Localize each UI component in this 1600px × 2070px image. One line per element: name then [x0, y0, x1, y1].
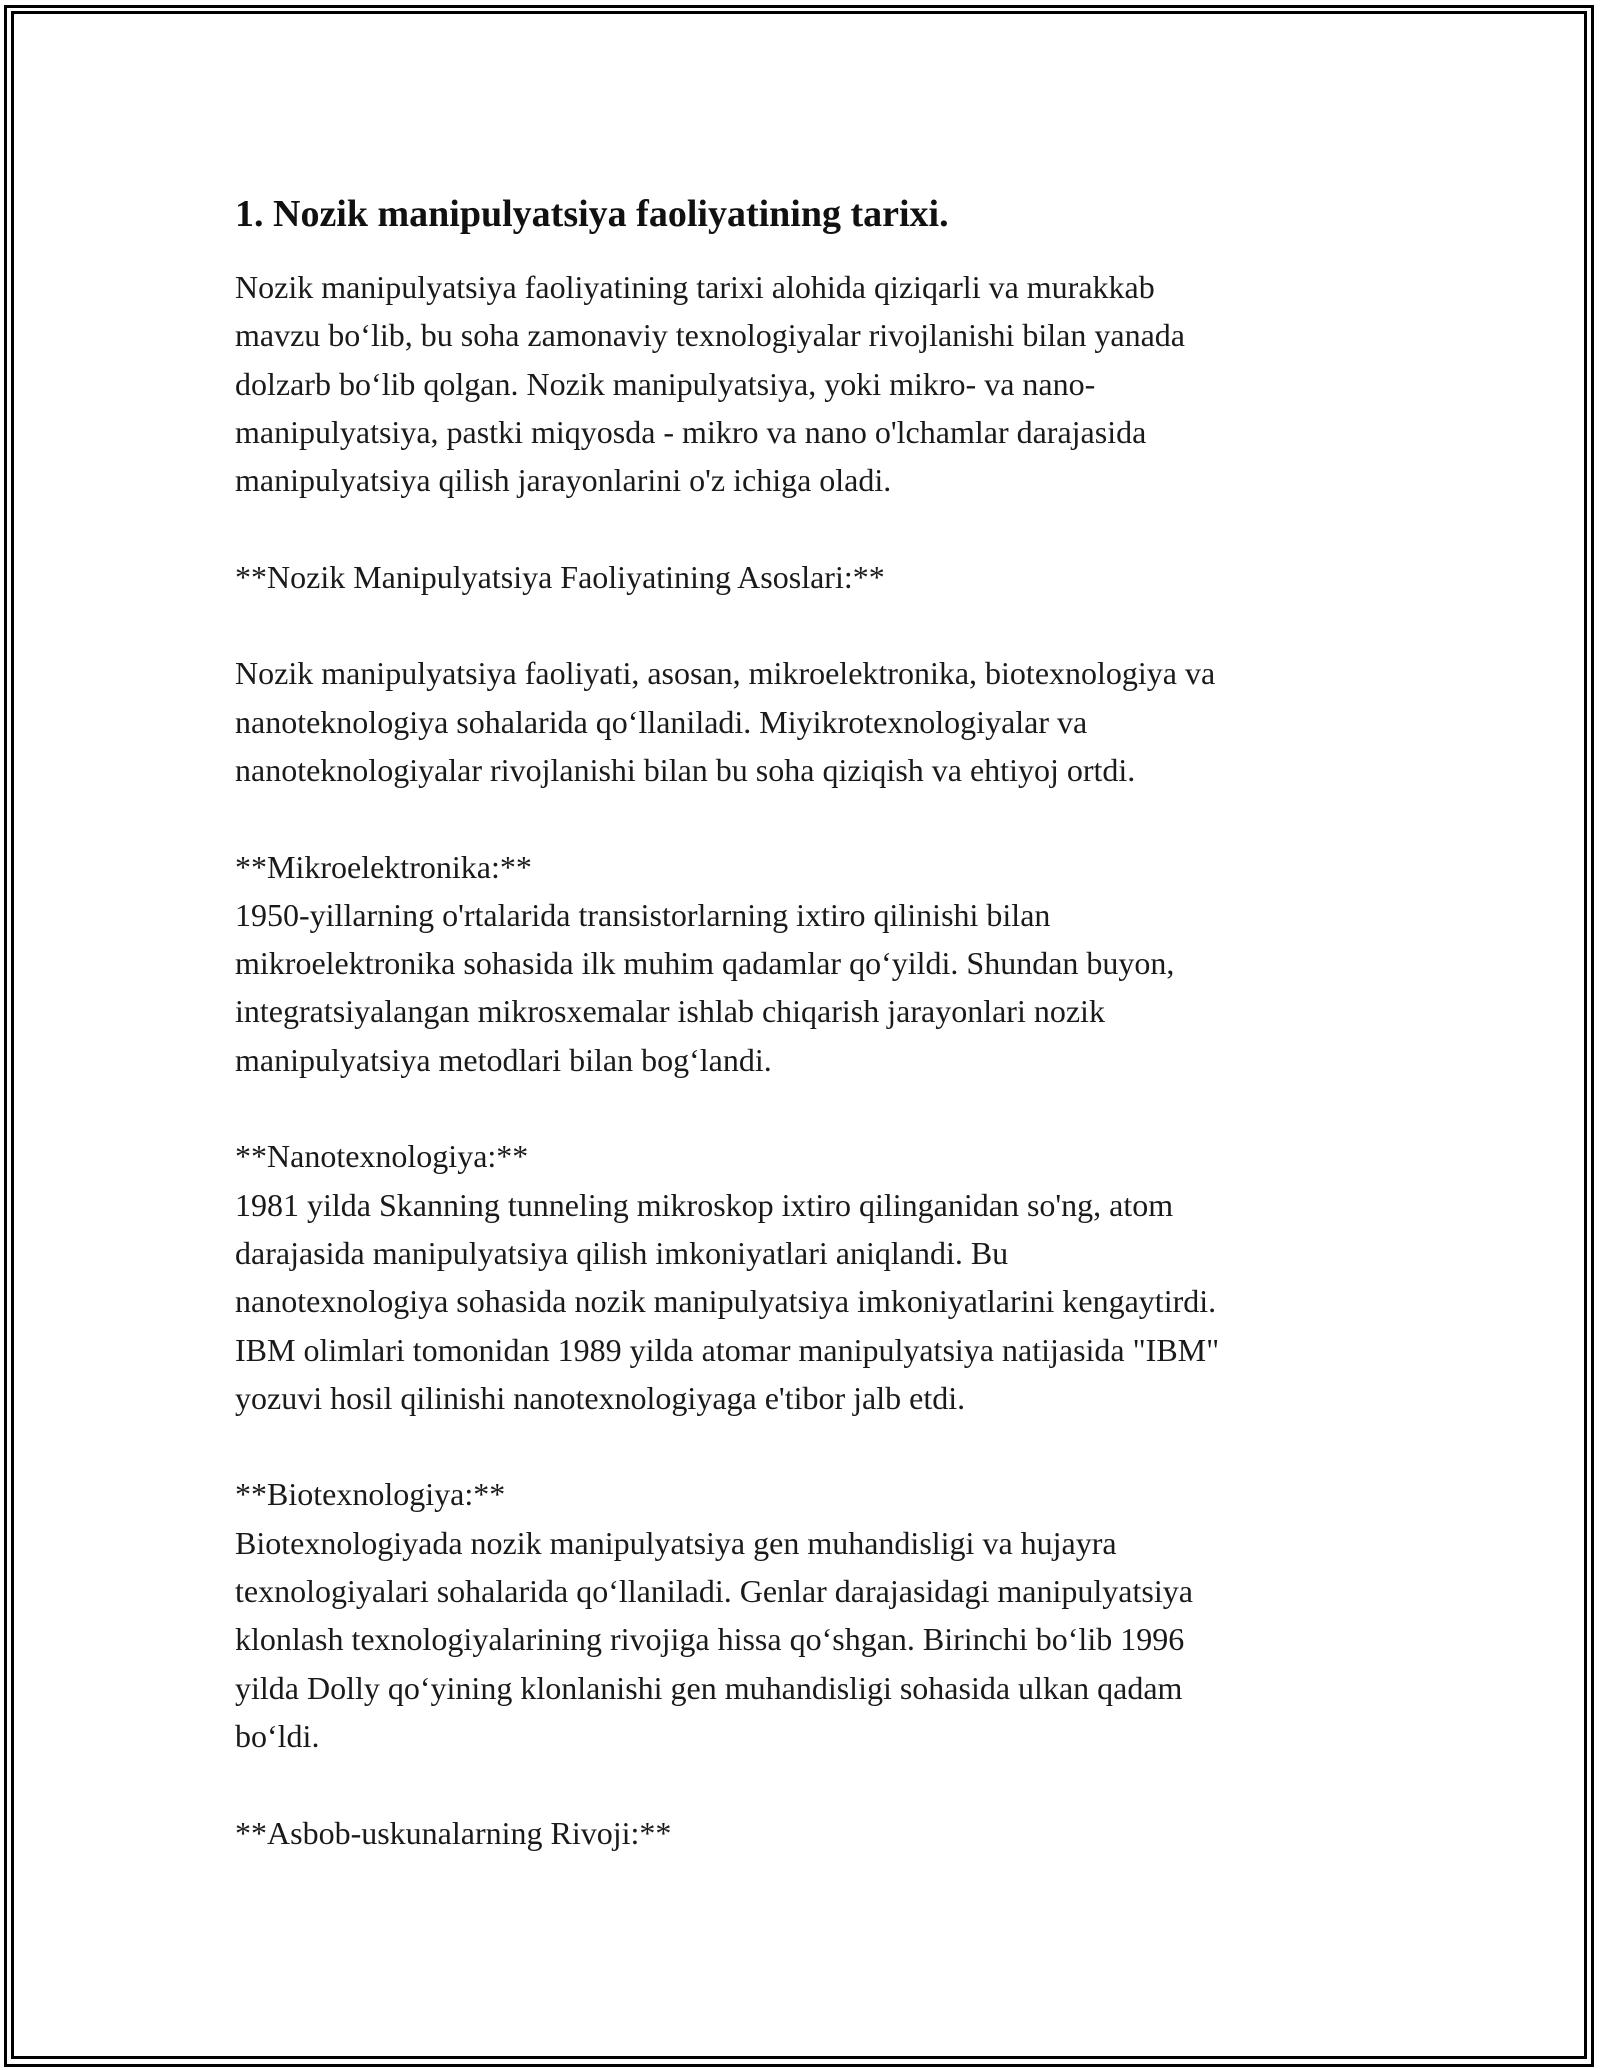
paragraph-spacer [235, 794, 1385, 842]
section-micro-heading: **Mikroelektronika:** [235, 848, 532, 885]
section-micro-paragraph: 1950-yillarning o'rtalarida transistorlarning ixtiro qilinishi bilan mikroelektronika sohasida ilk muhim qadamlar qo‘yildi. Shundan buyon, integratsiyalangan mikrosxemalar ishlab chiqarish jarayonlari nozik manipulyatsiya metodlari bilan bog‘landi. [235, 896, 1175, 1078]
section-nano-paragraph: 1981 yilda Skanning tunneling mikroskop ixtiro qilinganidan so'ng, atom darajasida manipulyatsiya qilish imkoniyatlari aniqlandi. Bu nanotexnologiya sohasida nozik manipulyatsiya imkoniyatlarini kengaytirdi. IBM olimlari tomonidan 1989 yilda atomar manipulyatsiya natijasida "IBM" yozuvi hosil qilinishi nanotexnologiyaga e'tibor jalb etdi. [235, 1186, 1220, 1416]
paragraph-spacer [235, 504, 1385, 552]
page-title: 1. Nozik manipulyatsiya faoliyatining tarixi. [235, 193, 949, 235]
section-bio-heading: **Biotexnologiya:** [235, 1476, 506, 1513]
paragraph-spacer [235, 1760, 1385, 1808]
section-bio-paragraph: Biotexnologiyada nozik manipulyatsiya gen muhandisligi va hujayra texnologiyalari sohalarida qo‘llaniladi. Genlar darajasidagi manipulyatsiya klonlash texnologiyalarining rivojiga hissa qo‘shgan. Birinchi bo‘lib 1996 yilda Dolly qo‘yining klonlanishi gen muhandisligi sohasida ulkan qadam bo‘ldi. [235, 1524, 1193, 1754]
paragraph-spacer [235, 1084, 1385, 1132]
section-tools-heading: **Asbob-uskunalarning Rivoji:** [235, 1814, 672, 1851]
paragraph-spacer [235, 601, 1385, 649]
paragraph-spacer [235, 1422, 1385, 1470]
intro-paragraph: Nozik manipulyatsiya faoliyatining tarixi alohida qiziqarli va murakkab mavzu bo‘lib, bu soha zamonaviy texnologiyalar rivojlanishi bilan yanada dolzarb bo‘lib qolgan. Nozik manipulyatsiya, yoki mikro- va nano- manipulyatsiya, pastki miqyosda - mikro va nano o'lchamlar darajasida manipulyatsiya qilish jarayonlarini o'z ichiga oladi. [235, 269, 1185, 499]
section-nano-heading: **Nanotexnologiya:** [235, 1138, 529, 1175]
document-body [235, 185, 1385, 1857]
section-basics-paragraph: Nozik manipulyatsiya faoliyati, asosan, mikroelektronika, biotexnologiya va nanoteknologiya sohalarida qo‘llaniladi. Miyikrotexnologiyalar va nanoteknologiyalar rivojlanishi bilan bu soha qiziqish va ehtiyoj ortdi. [235, 655, 1216, 788]
section-basics-heading: **Nozik Manipulyatsiya Faoliyatining Asoslari:** [235, 558, 885, 595]
